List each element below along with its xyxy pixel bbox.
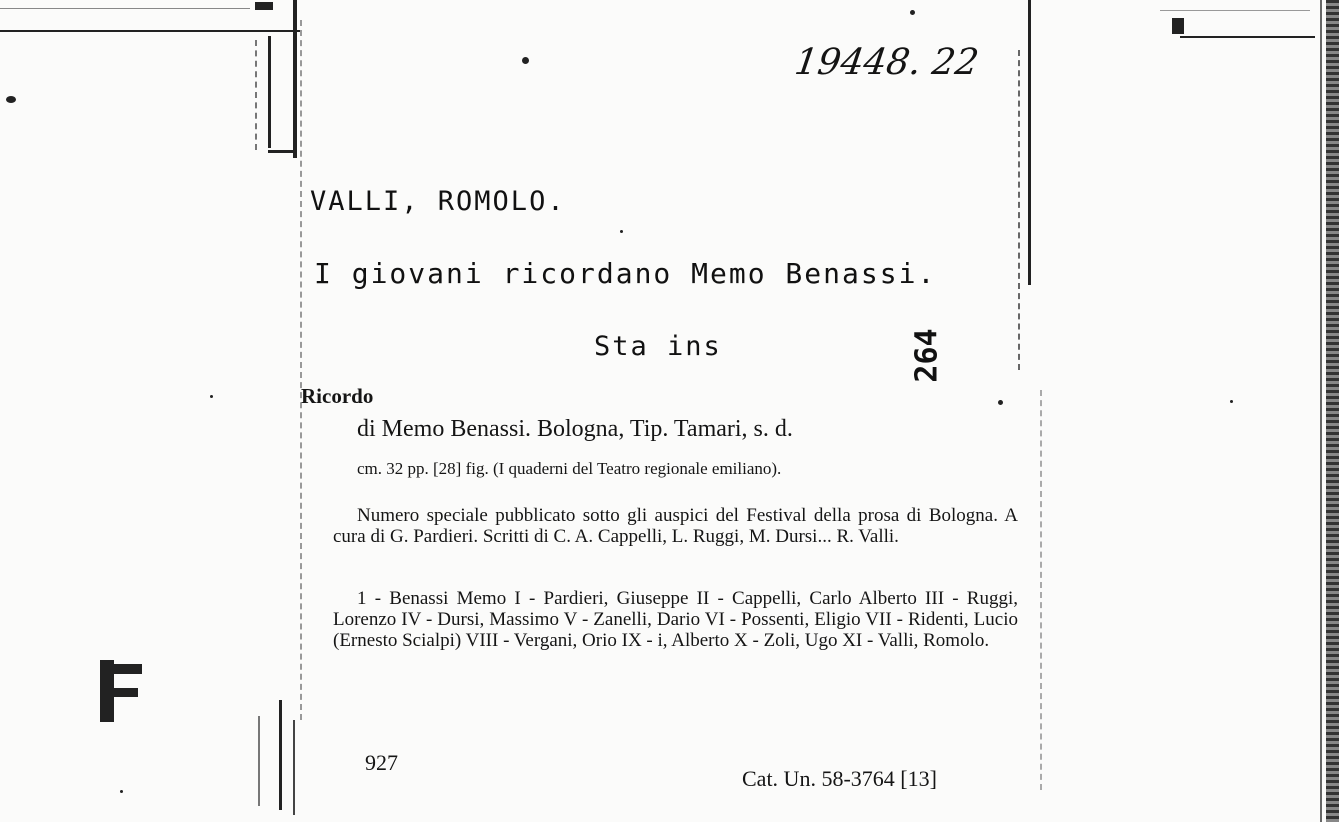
- note: Numero speciale pubblicato sotto gli auspici del Festival della prosa di Bologna. A cura di G. Pardieri. Scritti di C. A. Cappelli, L. Ruggi, M. Dursi... R. Valli.: [333, 505, 1018, 547]
- speck: [620, 230, 623, 233]
- speck: [210, 395, 213, 398]
- stamp-bar-top: [100, 664, 142, 674]
- inner-left-dashed: [255, 40, 257, 150]
- top-right-rule: [1180, 36, 1315, 38]
- speck: [522, 57, 529, 64]
- speck: [6, 96, 16, 103]
- top-right-rule-upper: [1160, 10, 1310, 11]
- top-left-rule-upper: [0, 8, 250, 9]
- top-right-marker: [1172, 18, 1184, 34]
- speck: [910, 10, 915, 15]
- side-number: 264: [909, 328, 945, 383]
- right-card-edge: [1028, 0, 1031, 285]
- footer-right: Cat. Un. 58-3764 [13]: [742, 766, 937, 791]
- top-left-rule: [0, 30, 300, 32]
- margin-stamp: [100, 660, 142, 722]
- stamp-bar-mid: [100, 688, 138, 697]
- entry-publication: di Memo Benassi. Bologna, Tip. Tamari, s. d.: [357, 416, 793, 442]
- handwritten-number: 19448. 22: [792, 42, 982, 83]
- speck: [120, 790, 123, 793]
- bottom-left-bracket-2: [293, 720, 295, 815]
- right-dashed-lower: [1040, 390, 1042, 790]
- top-left-block: [255, 2, 273, 10]
- author-heading: VALLI, ROMOLO.: [310, 186, 566, 217]
- bottom-left-bracket: [279, 700, 282, 810]
- location-typed: Sta ins: [594, 331, 722, 362]
- speck: [1230, 400, 1233, 403]
- right-border-strip: [1326, 0, 1339, 822]
- right-dashed-edge: [1018, 50, 1020, 370]
- left-card-edge: [293, 0, 297, 158]
- collation: cm. 32 pp. [28] fig. (I quaderni del Teatro regionale emiliano).: [357, 459, 782, 478]
- title-typed: I giovani ricordano Memo Benassi.: [314, 257, 937, 290]
- right-border-thin: [1320, 0, 1322, 822]
- contents: 1 - Benassi Memo I - Pardieri, Giuseppe II - Cappelli, Carlo Alberto III - Ruggi, Lorenzo IV - Dursi, Massimo V - Zanelli, Dario VI - Possenti, Eligio VII - Ridenti, Lucio (Ernesto Scialpi) VIII - Vergani, Orio IX - i, Alberto X - Zoli, Ugo XI - Valli, Romolo.: [333, 588, 1018, 651]
- bottom-left-bracket-3: [258, 716, 260, 806]
- footer-left: 927: [365, 750, 398, 775]
- left-card-edge-inner: [268, 36, 271, 148]
- left-card-edge-bottom: [268, 150, 296, 153]
- speck: [998, 400, 1003, 405]
- entry-title: Ricordo: [301, 384, 374, 408]
- left-dashed-edge: [300, 20, 302, 720]
